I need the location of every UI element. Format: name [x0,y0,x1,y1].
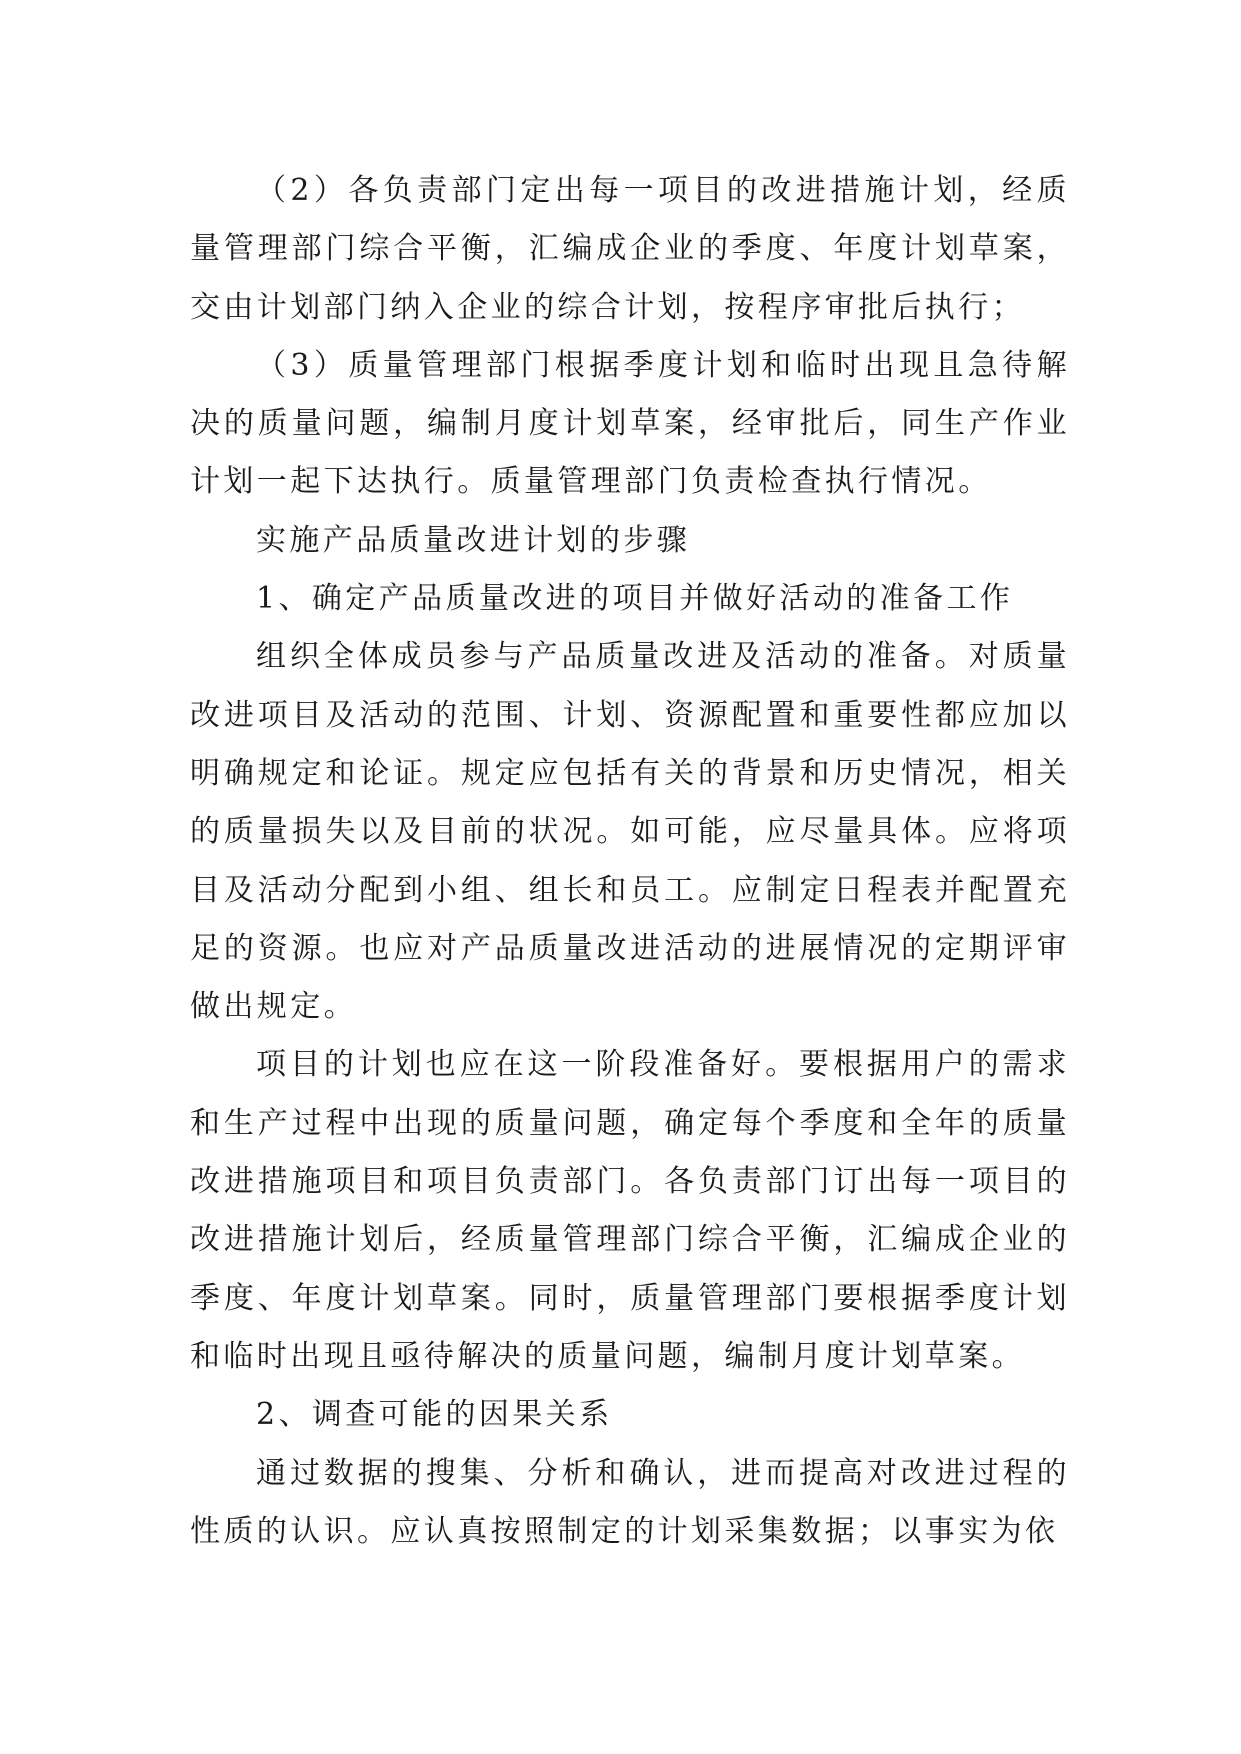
paragraph-plan-draft: （2）各负责部门定出每一项目的改进措施计划，经质量管理部门综合平衡，汇编成企业的季度、年度计划草案，交由计划部门纳入企业的综合计划，按程序审批后执行； [190,173,1070,325]
paragraph-preparation: 组织全体成员参与产品质量改进及活动的准备。对质量改进项目及活动的范围、计划、资源配置和重要性都应加以明确规定和论证。规定应包括有关的背景和历史情况，相关的质量损失以及目前的状况。如可能，应尽量具体。应将项目及活动分配到小组、组长和员工。应制定日程表并配置充足的资源。也应对产品质量改进活动的进展情况的定期评审做出规定。 [190,639,1070,1025]
heading-implementation-steps: 实施产品质量改进计划的步骤 [256,522,691,558]
paragraph-project-plan: 项目的计划也应在这一阶段准备好。要根据用户的需求和生产过程中出现的质量问题，确定每个季度和全年的质量改进措施项目和项目负责部门。各负责部门订出每一项目的改进措施计划后，经质量管理部门综合平衡，汇编成企业的季度、年度计划草案。同时，质量管理部门要根据季度计划和临时出现且亟待解决的质量问题，编制月度计划草案。 [190,1047,1070,1374]
heading-step-1: 1、确定产品质量改进的项目并做好活动的准备工作 [256,581,1014,617]
heading-step-2: 2、调查可能的因果关系 [256,1397,613,1433]
paragraph-monthly-plan: （3）质量管理部门根据季度计划和临时出现且急待解决的质量问题，编制月度计划草案，经审批后，同生产作业计划一起下达执行。质量管理部门负责检查执行情况。 [190,347,1070,500]
paragraph-data-collection: 通过数据的搜集、分析和确认，进而提高对改进过程的性质的认识。应认真按照制定的计划采集数据；以事实为依 [190,1455,1070,1549]
document-body [190,162,1070,1561]
